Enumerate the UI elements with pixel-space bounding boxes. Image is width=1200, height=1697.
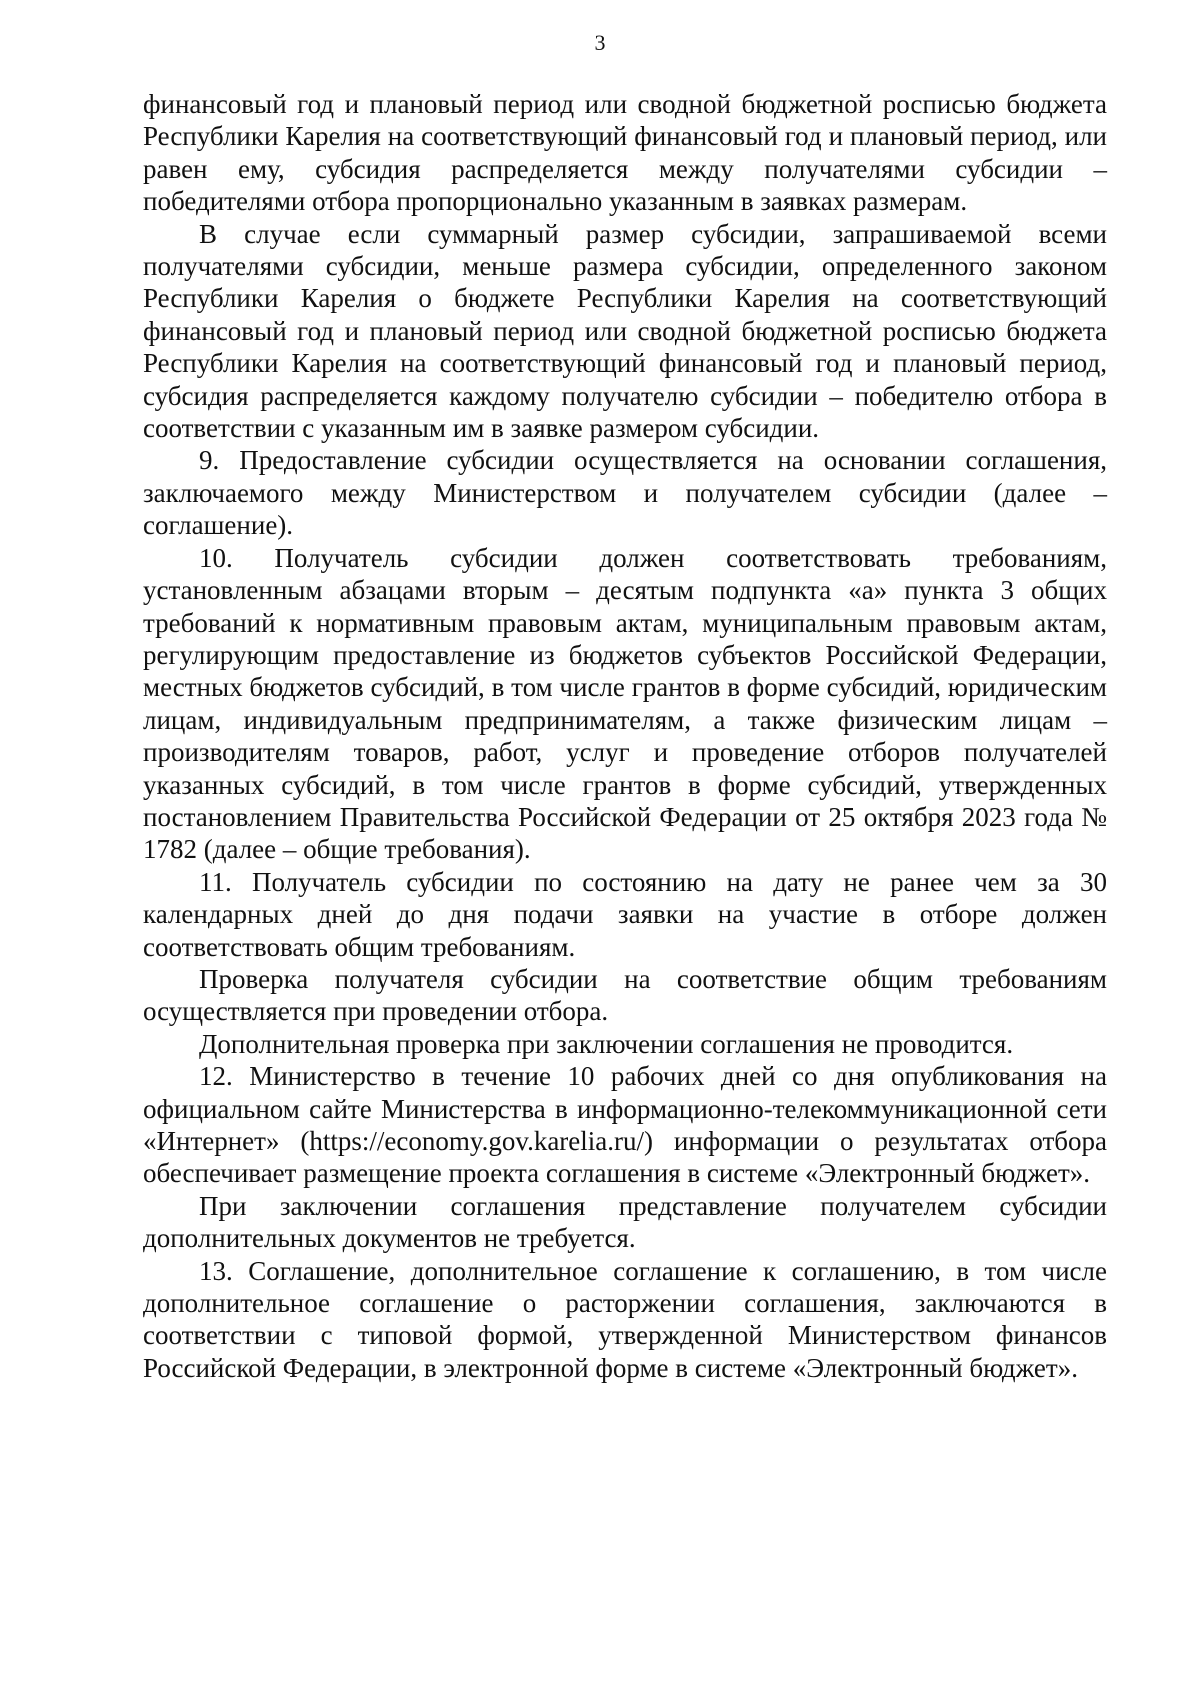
- paragraph-item-9: 9. Предоставление субсидии осуществляется на основании соглашения, заключаемого между Министерством и получателем субсидии (далее – соглашение).: [143, 445, 1107, 541]
- document-body: [143, 88, 1107, 1384]
- page-number: 3: [594, 30, 606, 55]
- paragraph-no-documents: При заключении соглашения представление получателем субсидии дополнительных документов не требуется.: [143, 1190, 1107, 1254]
- paragraph-item-11: 11. Получатель субсидии по состоянию на дату не ранее чем за 30 календарных дней до дня подачи заявки на участие в отборе должен соответствовать общим требованиям.: [143, 866, 1107, 962]
- paragraph-item-12: 12. Министерство в течение 10 рабочих дней со дня опубликования на официальном сайте Министерства в информационно-телекоммуникационной сети «Интернет» (https://economy.gov.karelia.ru/) информации о результатах отбора обеспечивает размещение проекта соглашения в системе «Электронный бюджет».: [143, 1061, 1107, 1189]
- paragraph-additional-check: Дополнительная проверка при заключении соглашения не проводится.: [199, 1028, 1014, 1059]
- paragraph-item-13: 13. Соглашение, дополнительное соглашение к соглашению, в том числе дополнительное соглашение о расторжении соглашения, заключаются в соответствии с типовой формой, утвержденной Министерством финансов Российской Федерации, в электронной форме в системе «Электронный бюджет».: [143, 1255, 1107, 1383]
- paragraph-subsidy-distribution: В случае если суммарный размер субсидии, запрашиваемой всеми получателями субсидии, меньше размера субсидии, определенного законом Республики Карелия о бюджете Республики Карелия на соответствующий финансовый год и плановый период или сводной бюджетной росписью бюджета Республики Карелия на соответствующий финансовый год и плановый период, субсидия распределяется каждому получателю субсидии – победителю отбора в соответствии с указанным им в заявке размером субсидии.: [143, 218, 1107, 444]
- paragraph-item-10: 10. Получатель субсидии должен соответствовать требованиям, установленным абзацами вторым – десятым подпункта «а» пункта 3 общих требований к нормативным правовым актам, муниципальным правовым актам, регулирующим предоставление из бюджетов субъектов Российской Федерации, местных бюджетов субсидий, в том числе грантов в форме субсидий, юридическим лицам, индивидуальным предпринимателям, а также физическим лицам – производителям товаров, работ, услуг и проведение отборов получателей указанных субсидий, в том числе грантов в форме субсидий, утвержденных постановлением Правительства Российской Федерации от 25 октября 2023 года № 1782 (далее – общие требования).: [143, 542, 1107, 865]
- paragraph-continuation: финансовый год и плановый период или сводной бюджетной росписью бюджета Республики Карелия на соответствующий финансовый год и плановый период, или равен ему, субсидия распределяется между получателями субсидии – победителями отбора пропорционально указанным в заявках размерам.: [143, 89, 1107, 217]
- paragraph-verification: Проверка получателя субсидии на соответствие общим требованиям осуществляется при проведении отбора.: [143, 963, 1107, 1027]
